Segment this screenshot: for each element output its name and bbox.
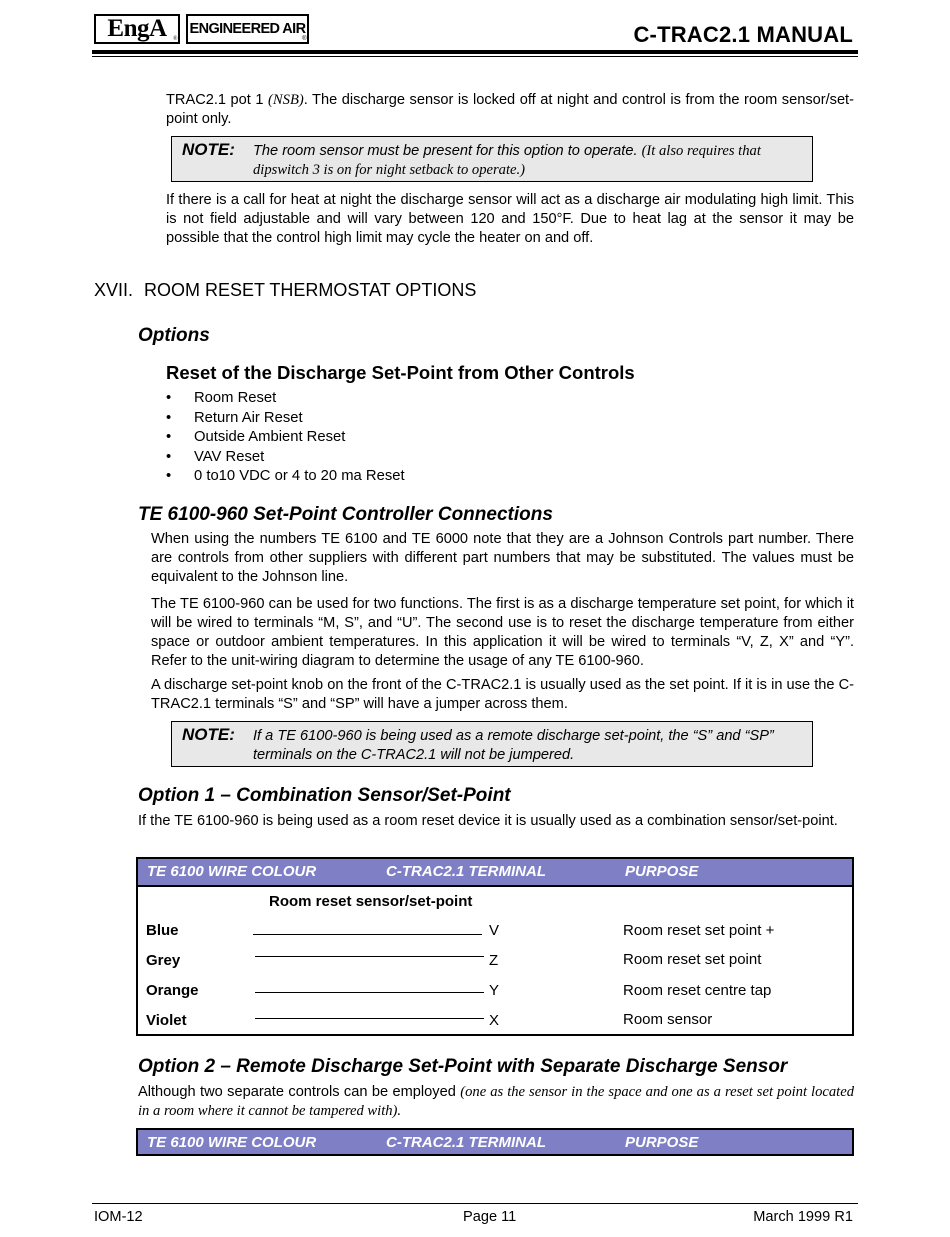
wire-colour: Grey bbox=[146, 952, 181, 969]
list-item: • VAV Reset bbox=[166, 448, 405, 468]
note-label: NOTE: bbox=[182, 140, 235, 159]
wire-colour: Blue bbox=[146, 922, 179, 939]
option2-text-a: Although two separate controls can be employed bbox=[138, 1084, 461, 1100]
column-header-purpose: PURPOSE bbox=[625, 1134, 699, 1151]
table-header-row bbox=[138, 859, 852, 887]
option2-text bbox=[138, 1083, 854, 1121]
section-number: XVII. bbox=[94, 280, 134, 300]
te6100-paragraph-3: A discharge set-point knob on the front of the C-TRAC2.1 is usually used as the set point. If it is in use the C-TRAC2.1 terminals “S” and “SP” will have a jumper across them. bbox=[151, 677, 854, 712]
option2-text-b: (one as the sensor in the space and one as a reset set point located in a room where it cannot be tampered with). bbox=[138, 1084, 855, 1119]
list-item: • Outside Ambient Reset bbox=[166, 428, 405, 448]
intro-paragraph-2: If there is a call for heat at night the discharge sensor will act as a discharge air modulating high limit. This is not field adjustable and will vary between 120 and 150°F. Due to heat lag at the sensor it may be possible that the control high limit may cycle the heater on and off. bbox=[166, 192, 854, 246]
wire-line bbox=[255, 992, 484, 993]
purpose: Room reset set point + bbox=[623, 922, 775, 939]
registered-mark: ® bbox=[302, 36, 306, 42]
reset-heading: Reset of the Discharge Set-Point from Other Controls bbox=[166, 362, 635, 383]
purpose: Room reset set point bbox=[623, 951, 762, 968]
note-text bbox=[253, 142, 806, 179]
enga-logo bbox=[94, 14, 180, 44]
footer-doc-id: IOM-12 bbox=[94, 1209, 143, 1225]
terminal: X bbox=[489, 1012, 500, 1029]
note-label: NOTE: bbox=[182, 725, 235, 744]
wire-line bbox=[255, 1018, 484, 1019]
wire-colour: Violet bbox=[146, 1012, 187, 1029]
footer-page-number: Page 11 bbox=[463, 1209, 517, 1225]
list-item: • Return Air Reset bbox=[166, 409, 405, 429]
note-text-b: (It also requires that dipswitch 3 is on for night setback to operate.) bbox=[253, 143, 761, 178]
intro-p1-text-end: . The discharge sensor is locked off at night and control is from the room sensor/set-point only. bbox=[166, 92, 854, 127]
intro-paragraph-1 bbox=[166, 91, 854, 129]
te6100-paragraph-2: The TE 6100-960 can be used for two functions. The first is as a discharge temperature set point, for which it will be wired to terminals “M, S”, and “U”. The second use is to reset the discharge temperature from either space or outdoor ambient temperatures. In this application it will be wired to terminals “V, Z, X” and “Y”. Refer to the unit-wiring diagram to determine the usage of any TE 6100-960. bbox=[151, 596, 854, 669]
table-header-row bbox=[138, 1130, 852, 1154]
engineered-air-logo-text: ENGINEERED AIR bbox=[189, 21, 306, 37]
option1-wiring-table bbox=[136, 857, 854, 1036]
enga-logo-text: EngA bbox=[107, 15, 167, 42]
note-box-1 bbox=[171, 136, 813, 182]
column-header-wire-colour: TE 6100 WIRE COLOUR bbox=[147, 1134, 317, 1151]
terminal: Y bbox=[489, 982, 500, 999]
purpose: Room reset centre tap bbox=[623, 982, 772, 999]
option1-text: If the TE 6100-960 is being used as a room reset device it is usually used as a combination sensor/set-point. bbox=[138, 813, 838, 829]
options-heading: Options bbox=[138, 325, 210, 346]
option1-heading: Option 1 – Combination Sensor/Set-Point bbox=[138, 785, 511, 806]
te6100-paragraph-1: When using the numbers TE 6100 and TE 6000 note that they are a Johnson Controls part number. There are controls from other suppliers with different part numbers that may be substituted. The values must be equivalent to the Johnson line. bbox=[151, 531, 854, 585]
header-rule bbox=[92, 50, 858, 54]
column-header-purpose: PURPOSE bbox=[625, 863, 699, 880]
note-text: If a TE 6100-960 is being used as a remote discharge set-point, the “S” and “SP” terminals on the C-TRAC2.1 will not be jumpered. bbox=[253, 728, 774, 763]
section-title: ROOM RESET THERMOSTAT OPTIONS bbox=[144, 280, 477, 300]
option2-wiring-table bbox=[136, 1128, 854, 1156]
note-box-2 bbox=[171, 721, 813, 767]
option2-heading: Option 2 – Remote Discharge Set-Point with Separate Discharge Sensor bbox=[138, 1056, 788, 1077]
registered-mark: ® bbox=[172, 36, 177, 42]
engineered-air-logo bbox=[186, 14, 309, 44]
purpose: Room sensor bbox=[623, 1011, 713, 1028]
column-header-terminal: C-TRAC2.1 TERMINAL bbox=[386, 863, 546, 880]
terminal: V bbox=[489, 922, 500, 939]
table-subheading: Room reset sensor/set-point bbox=[269, 893, 473, 910]
intro-p1-text: TRAC2.1 pot 1 bbox=[166, 92, 269, 108]
te6100-heading: TE 6100-960 Set-Point Controller Connections bbox=[138, 504, 553, 525]
wire-line bbox=[253, 934, 482, 935]
intro-p1-nsb: (NSB) bbox=[268, 92, 304, 108]
note-text-a: The room sensor must be present for this option to operate. bbox=[253, 143, 642, 159]
footer-date: March 1999 R1 bbox=[753, 1209, 853, 1225]
wire-colour: Orange bbox=[146, 982, 199, 999]
reset-options-list bbox=[166, 389, 405, 487]
column-header-terminal: C-TRAC2.1 TERMINAL bbox=[386, 1134, 546, 1151]
manual-title: C-TRAC2.1 MANUAL bbox=[633, 22, 853, 47]
list-item: • Room Reset bbox=[166, 389, 405, 409]
list-item: • 0 to10 VDC or 4 to 20 ma Reset bbox=[166, 467, 405, 487]
header-rule-thin bbox=[92, 56, 858, 57]
column-header-wire-colour: TE 6100 WIRE COLOUR bbox=[147, 863, 317, 880]
wire-line bbox=[255, 956, 484, 957]
terminal: Z bbox=[489, 952, 499, 969]
footer-rule bbox=[92, 1203, 858, 1204]
